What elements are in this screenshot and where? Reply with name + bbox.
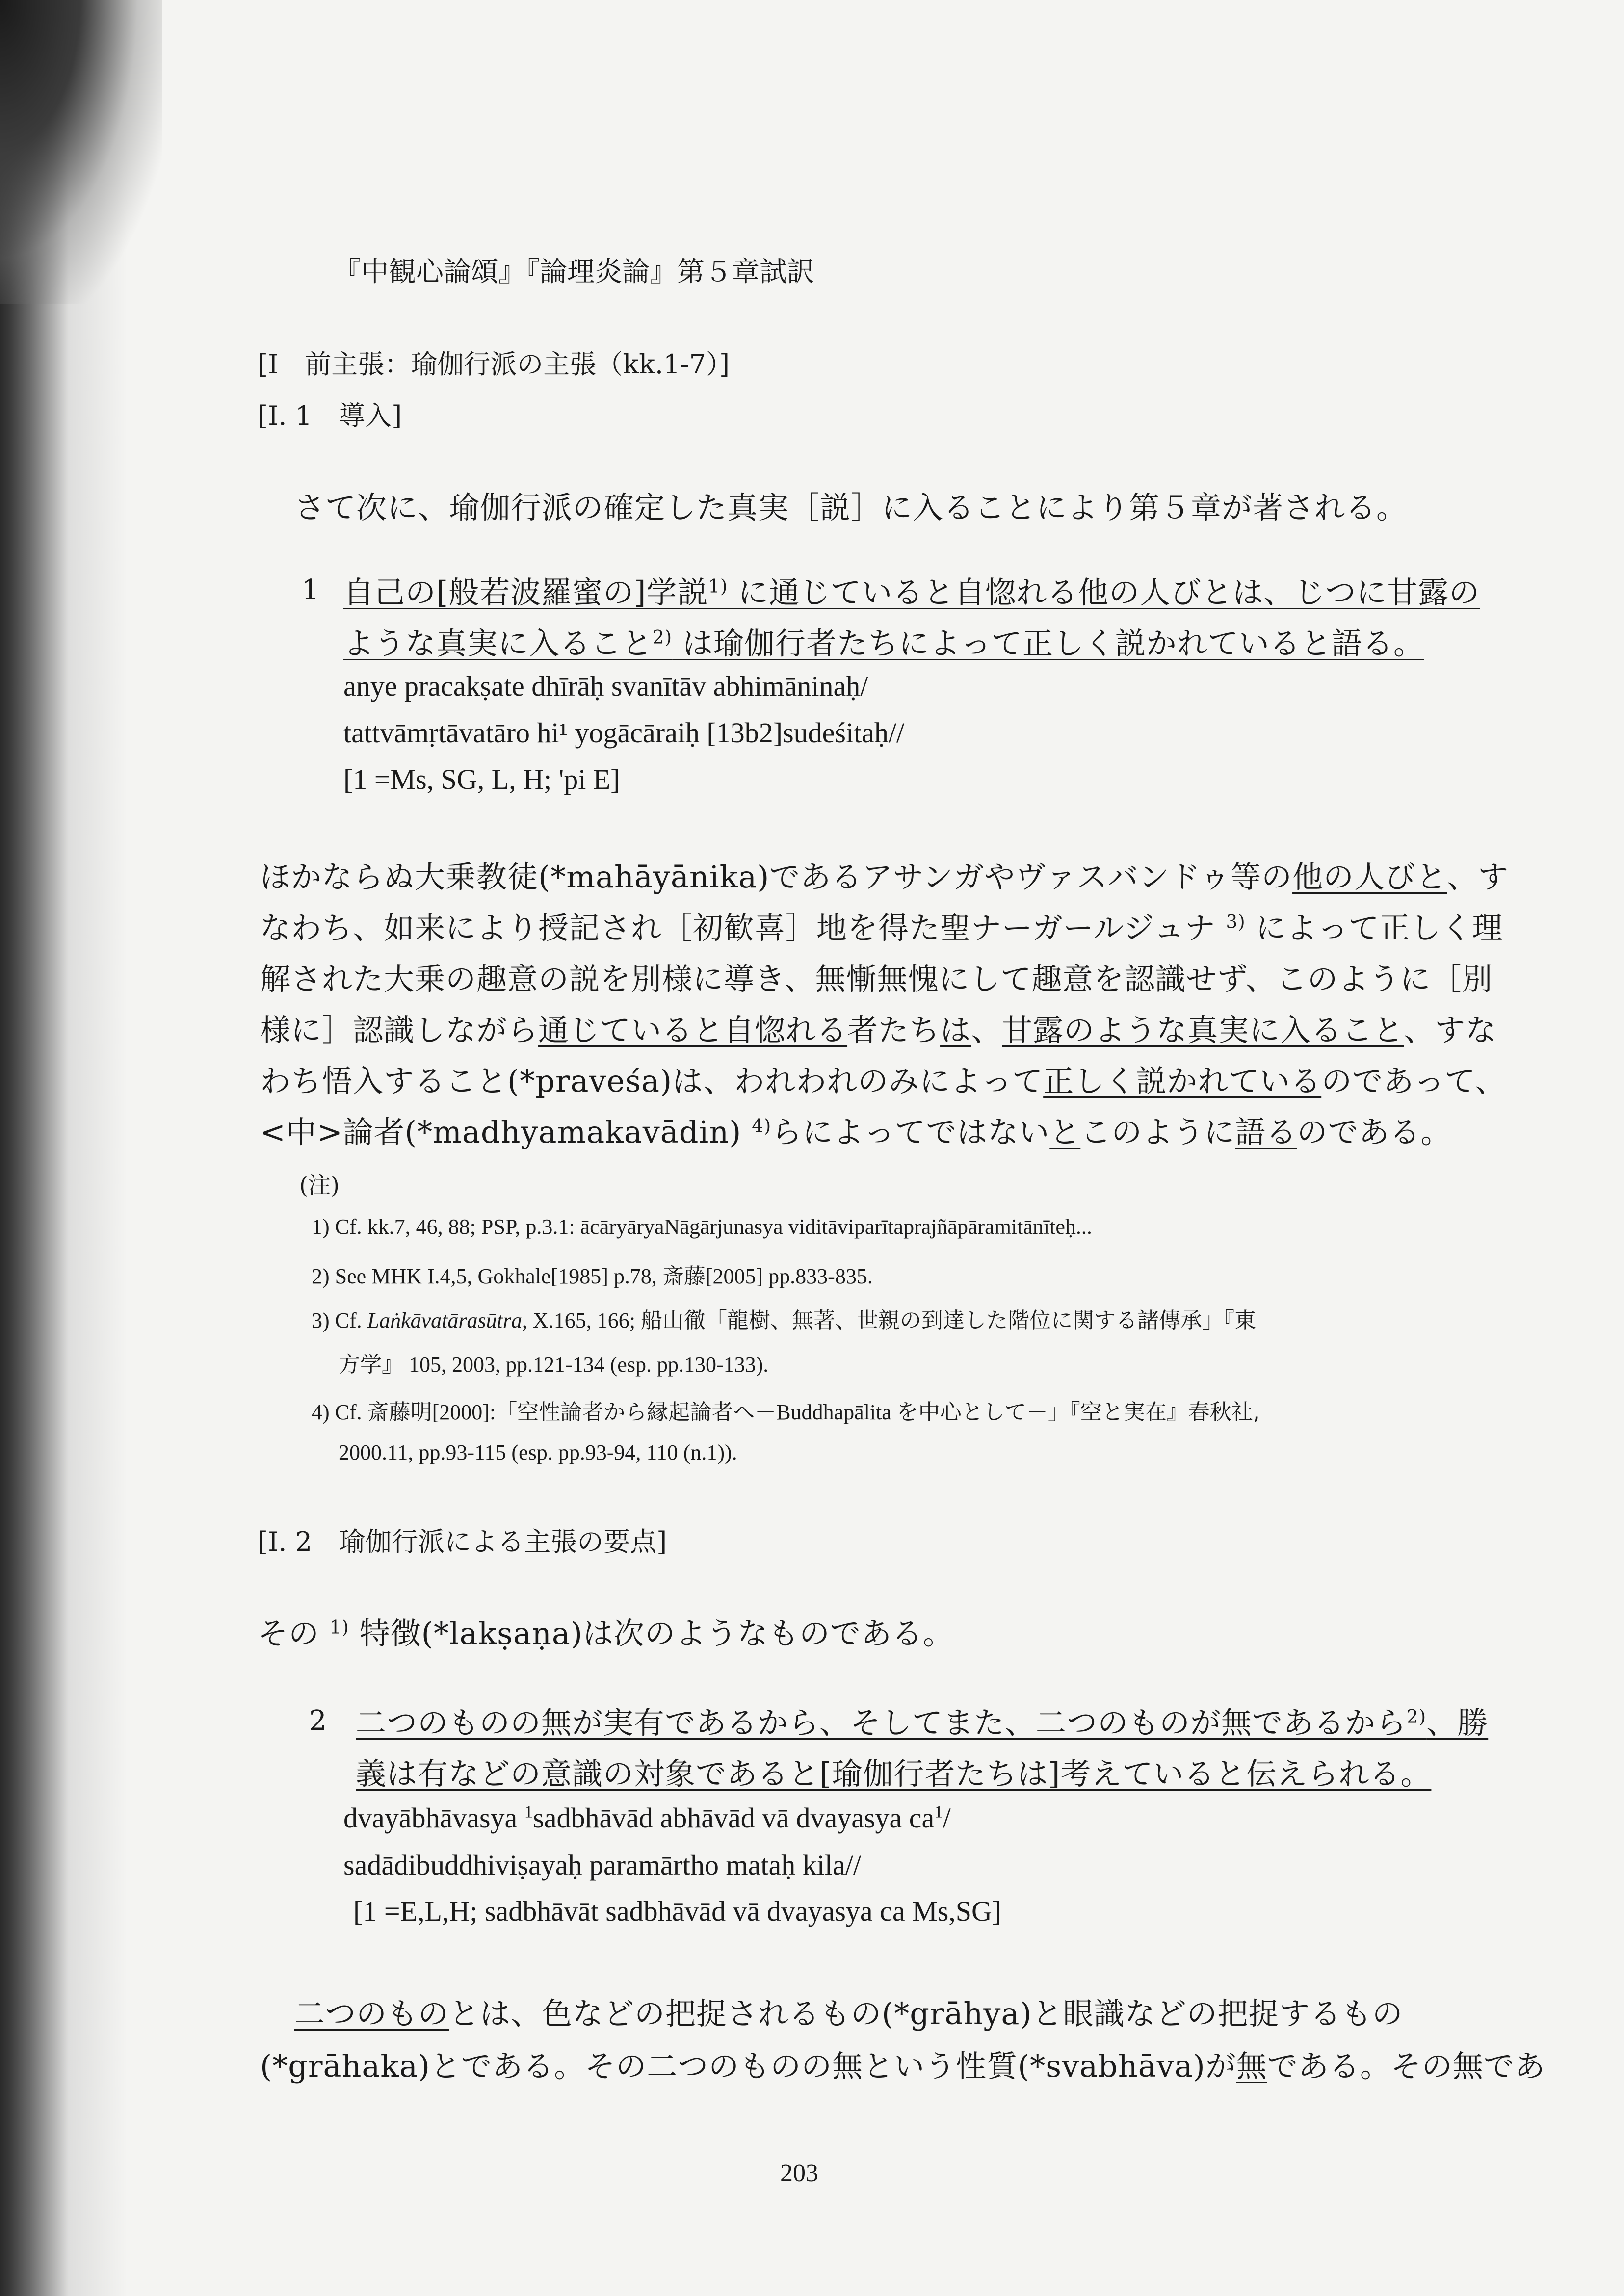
sanskrit-line: sadādibuddhiviṣayaḥ paramārtho mataḥ kila// <box>343 1849 861 1881</box>
text: このように <box>1080 1114 1235 1150</box>
underlined-text: 二つのもの <box>294 1996 449 2032</box>
commentary-line <box>260 2042 1545 2086</box>
footnote <box>312 1303 1256 1334</box>
book-binding-shadow <box>0 0 128 2296</box>
underlined-text: 語る <box>1235 1114 1297 1150</box>
commentary-line <box>294 1989 1403 2033</box>
footnote-ref: 4) <box>752 1115 772 1137</box>
text: を中心として－」『空と実在』春秋社, <box>896 1400 1260 1425</box>
underlined-text: は <box>940 1012 971 1048</box>
sanskrit-variant: [1 =Ms, SG, L, H; 'pi E] <box>343 763 620 795</box>
section-heading: [I 前主張：瑜伽行派の主張（kk.1-7）] <box>258 349 730 380</box>
verse-text: に通じていると自惚れる他の人びとは、じつに甘露の <box>738 574 1480 610</box>
verse-text: 義は有などの意識の対象であると[瑜伽行者たちは]考えていると伝えられる。 <box>356 1756 1432 1792</box>
underlined-text: と <box>1049 1114 1081 1150</box>
footnote <box>312 1258 873 1290</box>
subsection-heading: [I. 2 瑜伽行派による主張の要点] <box>258 1526 667 1557</box>
text: 「空性論者から縁起論者へ－ <box>496 1400 777 1425</box>
underlined-text: 通じていると自惚れる <box>538 1012 848 1048</box>
text: , X.165, 166; <box>522 1308 636 1332</box>
underlined-text: 正しく説かれている <box>1043 1063 1322 1099</box>
footnote <box>312 1394 1260 1426</box>
commentary-line <box>260 904 1503 947</box>
text: のであって、 <box>1321 1063 1506 1099</box>
text: [2005] pp.833-835. <box>705 1264 873 1288</box>
sanskrit-line <box>343 1801 951 1834</box>
commentary-line <box>260 1057 1506 1100</box>
footnote-continued <box>339 1347 768 1378</box>
text: 2) See MHK I.4,5, Gokhale[1985] p.78, <box>312 1264 657 1288</box>
text: 、す <box>1447 859 1509 895</box>
commentary-line <box>260 1006 1496 1049</box>
verse-number: 2 <box>309 1705 327 1737</box>
text: によって正しく理 <box>1256 910 1503 946</box>
commentary-line: 解された大乗の趣意の説を別様に導き、無慚無愧にして趣意を認識せず、このように［別 <box>260 961 1493 997</box>
sanskrit-variant: [1 =E,L,H; sadbhāvāt sadbhāvād vā dvayasya ca Ms,SG] <box>353 1895 1002 1927</box>
text: 船山徹「龍樹、無著、世親の到達した階位に関する諸傳承」『東 <box>641 1308 1257 1333</box>
text: なわち、如来により授記され［初歓喜］地を得た聖ナーガールジュナ <box>260 910 1216 946</box>
footnote-ref: 1) <box>329 1616 349 1638</box>
text: わち悟入すること(*praveśa)は、われわれのみによって <box>260 1063 1044 1099</box>
verse-text: ような真実に入ること <box>343 626 653 661</box>
verse-text: は瑜伽行者たちによって正しく説かれていると語る。 <box>682 626 1424 661</box>
text: 斎藤 <box>662 1264 706 1289</box>
text: (*grāhaka)とである。その二つのものの無という性質(*svabhāva)が <box>260 2048 1236 2084</box>
text: / <box>943 1802 951 1834</box>
text: 者たち <box>847 1012 941 1048</box>
text: <中>論者(*madhyamakavādin) <box>260 1114 742 1150</box>
text: 3) Cf. <box>312 1308 362 1332</box>
text: ほかならぬ大乗教徒(*mahāyānika)であるアサンガやヴァスバンドゥ等の <box>260 859 1293 895</box>
text: dvayābhāvasya <box>343 1802 524 1834</box>
footnote-ref: 3) <box>1226 911 1246 933</box>
text: 様に］認識しながら <box>260 1012 539 1048</box>
page-title: 『中観心論頌』『論理炎論』第５章試訳 <box>334 256 814 288</box>
text: 斎藤明 <box>367 1400 432 1425</box>
commentary-line <box>260 853 1509 896</box>
italic-title: Laṅkāvatārasūtra <box>367 1308 523 1332</box>
sanskrit-line: tattvāmṛtāvatāro hi¹ yogācāraiḥ [13b2]sudeśitaḥ// <box>343 717 905 749</box>
text: Buddhapālita <box>776 1400 891 1424</box>
text: 特徴(*lakṣaṇa)は次のようなものである。 <box>359 1616 954 1651</box>
verse-text: 二つのものの無が実有であるから、そしてまた、二つのものが無であるから <box>356 1705 1407 1741</box>
text: 4) Cf. <box>312 1400 362 1424</box>
intro-paragraph: さて次に、瑜伽行派の確定した真実［説］に入ることにより第５章が著される。 <box>294 490 1408 525</box>
notes-heading: (注) <box>299 1172 340 1199</box>
verse-number: 1 <box>302 574 319 606</box>
footnote-continued: 2000.11, pp.93-115 (esp. pp.93-94, 110 (n.1)). <box>339 1440 737 1464</box>
verse-line <box>343 568 1480 612</box>
page-number: 203 <box>780 2159 818 2187</box>
footnote-ref: 1) <box>708 575 728 597</box>
sanskrit-line: anye pracakṣate dhīrāḥ svanītāv abhimāninaḥ/ <box>343 670 868 702</box>
verse-text: 自己の[般若波羅蜜の]学説 <box>343 574 708 610</box>
verse-line <box>356 1749 1431 1793</box>
text: らによってではない <box>771 1114 1050 1150</box>
footnote-ref: 2) <box>653 626 673 648</box>
underlined-text: 他の人びと <box>1292 859 1447 895</box>
verse-text: 、勝 <box>1426 1705 1489 1741</box>
text: [2000]: <box>432 1400 496 1424</box>
text: 方学』 <box>339 1352 403 1377</box>
commentary-line <box>260 1108 1451 1151</box>
text: その <box>258 1616 320 1651</box>
footnote-ref: 2) <box>1407 1705 1427 1727</box>
footnote: 1) Cf. kk.7, 46, 88; PSP, p.3.1: ācāryāryaNāgārjunasya viditāviparītaprajñāpāramitānīteḥ... <box>312 1215 1092 1239</box>
verse-line <box>356 1698 1488 1742</box>
underlined-text: 甘露のような真実に入ること <box>1002 1012 1404 1048</box>
text: である。その無であ <box>1267 2048 1545 2084</box>
text: のである。 <box>1297 1114 1452 1150</box>
verse-line <box>343 619 1424 663</box>
subsection-heading: [I. 1 導入] <box>258 400 402 431</box>
text: 、 <box>971 1012 1002 1048</box>
variant-ref: 1 <box>934 1802 943 1822</box>
text: 105, 2003, pp.121-134 (esp. pp.130-133). <box>409 1353 769 1377</box>
variant-ref: 1 <box>524 1802 533 1822</box>
underlined-text: 無 <box>1236 2048 1267 2084</box>
text: 、すな <box>1404 1012 1497 1048</box>
binding-corner-shadow <box>0 0 162 304</box>
intro-paragraph <box>258 1609 954 1653</box>
text: sadbhāvād abhāvād vā dvayasya ca <box>533 1802 935 1834</box>
text: とは、色などの把捉されるもの(*grāhya)と眼識などの把捉するもの <box>449 1996 1403 2032</box>
